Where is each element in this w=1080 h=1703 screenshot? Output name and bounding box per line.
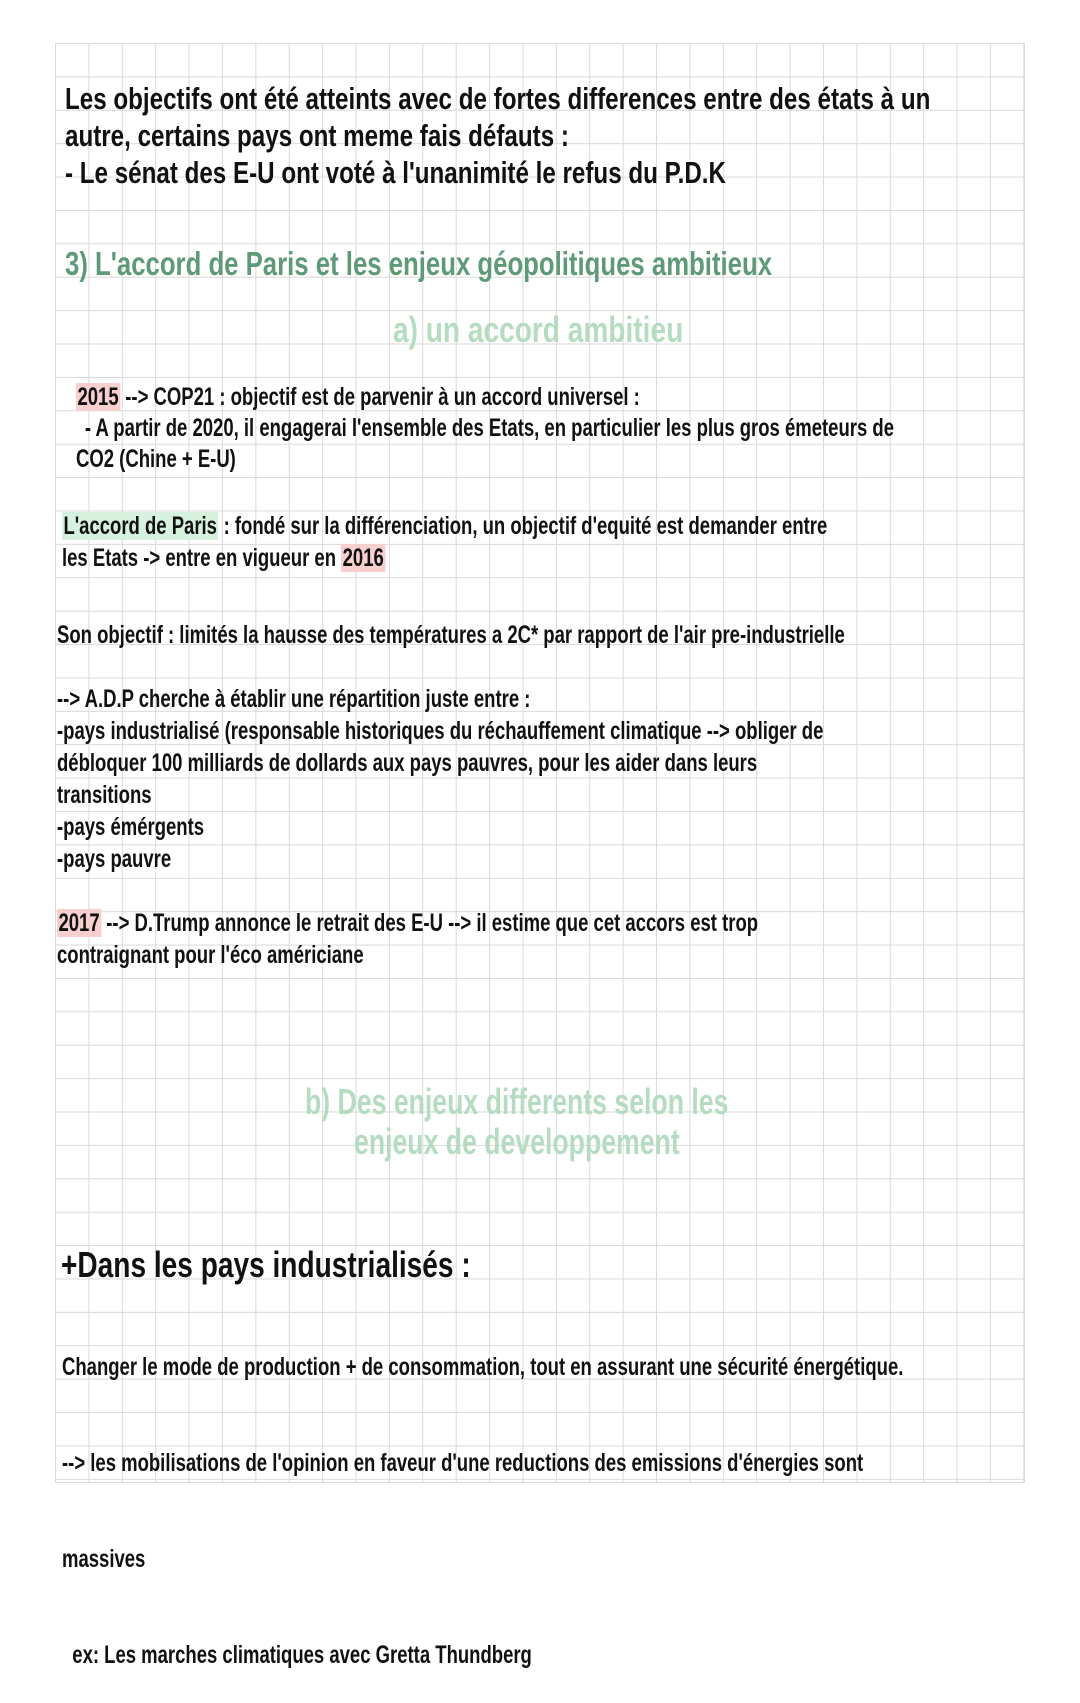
cop21-block [76,382,894,475]
industrial-line-4: ex: Les marches climatiques avec Gretta Thundberg [62,1641,532,1669]
industrial-line-1: Changer le mode de production + de consommation, tout en assurant une sécurité énergétique. [62,1353,904,1381]
trump-line-2: contraignant pour l'éco américiane [57,941,364,969]
intro-line-2: autre, certains pays ont meme fais défauts : [65,118,569,153]
year-2017: 2017 [58,909,100,937]
cop21-text: --> COP21 : objectif est de parvenir à un accord universel : [120,383,640,411]
intro-paragraph [65,80,930,191]
cop21-line-1 [76,382,894,413]
adp-line-5: -pays émérgents [57,813,205,841]
adp-block [57,683,823,875]
year-2016: 2016 [342,544,384,572]
subheading-a: a) un accord ambitieu [393,309,684,350]
intro-line-3: - Le sénat des E-U ont voté à l'unanimité le refus du P.D.K [65,155,726,190]
adp-line-4: transitions [57,781,152,809]
subheading-b-line-1: b) Des enjeux differents selon les [305,1081,729,1122]
paris-text: : fondé sur la différenciation, un objectif d'equité est demander entre [218,512,828,540]
subheading-b-line-2: enjeux de developpement [354,1121,680,1162]
adp-line-3: débloquer 100 milliards de dollards aux pays pauvres, pour les aider dans leurs [57,749,758,777]
adp-line-1: --> A.D.P cherche à établir une répartition juste entre : [57,685,531,713]
adp-line-2: -pays industrialisé (responsable historiques du réchauffement climatique --> obliger de [57,717,824,745]
adp-line-6: -pays pauvre [57,845,172,873]
trump-block [57,907,758,971]
cop21-line-3: CO2 (Chine + E-U) [76,445,236,473]
paris-line-2-text: les Etats -> entre en vigueur en [62,544,342,572]
paris-agreement-label: L'accord de Paris [63,512,217,540]
paris-line-1 [62,510,827,542]
industrial-line-3: massives [62,1545,146,1573]
paris-block [62,510,827,574]
paris-line-2 [62,542,827,574]
intro-line-1: Les objectifs ont été atteints avec de fortes differences entre des états à un [65,81,931,116]
year-2015: 2015 [77,383,119,411]
industrial-line-2: --> les mobilisations de l'opinion en faveur d'une reductions des emissions d'énergies sont [62,1449,864,1477]
cop21-line-2: - A partir de 2020, il engagerai l'ensemble des Etats, en particulier les plus gros émeteurs de [84,414,894,442]
trump-line-1 [57,907,758,939]
objective-line: Son objectif : limités la hausse des températures a 2C* par rapport de l'air pre-industrielle [57,621,845,649]
industrial-block [62,1287,903,1703]
industrial-heading: +Dans les pays industrialisés : [61,1244,471,1285]
section-3-heading: 3) L'accord de Paris et les enjeux géopolitiques ambitieux [65,245,773,282]
trump-text: --> D.Trump annonce le retrait des E-U --> il estime que cet accors est trop [101,909,759,937]
